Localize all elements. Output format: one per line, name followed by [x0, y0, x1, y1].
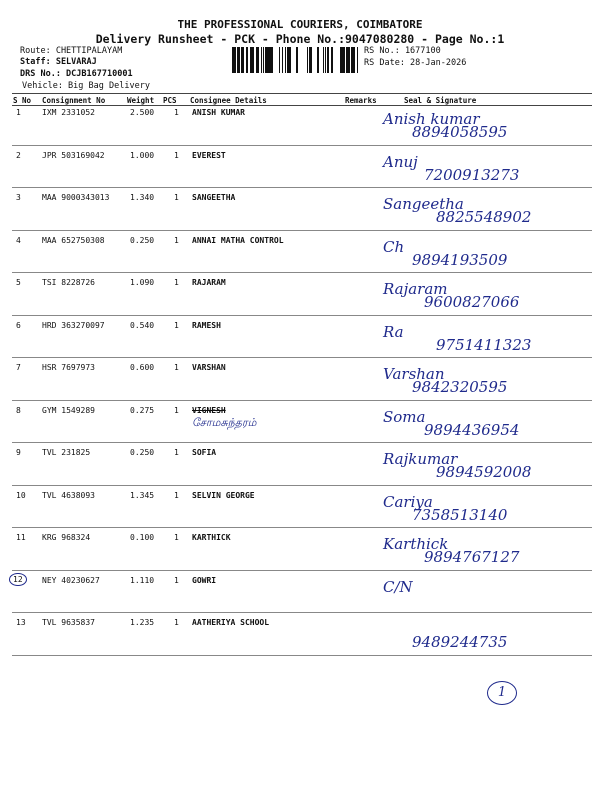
row-consignee-name: ANISH KUMAR	[192, 108, 245, 117]
row-pcs: 1	[174, 490, 179, 500]
row-pcs: 1	[174, 108, 179, 117]
col-weight: Weight	[127, 96, 155, 105]
row-sno: 3	[16, 193, 21, 202]
row-weight: 0.600	[130, 363, 155, 372]
rs-number: RS No.: 1677100	[364, 46, 441, 56]
row-consignee-name: SOFIA	[192, 448, 217, 457]
row-phone-handwritten: 9894592008	[436, 463, 532, 481]
row-consignment-no: JPR 503169042	[42, 150, 105, 160]
row-pcs: 1	[174, 405, 179, 415]
row-signature: Ra	[383, 322, 404, 341]
row-divider	[12, 442, 592, 443]
col-seal: Seal & Signature	[404, 96, 477, 105]
row-weight: 0.250	[130, 235, 155, 245]
row-consignee-name: SANGEETHA	[192, 193, 236, 202]
row-consignment-no: TVL 9635837	[42, 618, 95, 627]
row-consignee-name: AATHERIYA SCHOOL	[192, 618, 270, 627]
row-phone-handwritten: 8825548902	[436, 208, 532, 226]
row-weight: 2.500	[130, 108, 155, 117]
row-divider	[12, 655, 592, 656]
row-consignee-name: VIGNESH	[192, 405, 226, 415]
row-sno: 5	[16, 278, 21, 287]
col-remarks: Remarks	[345, 96, 377, 105]
row-weight: 1.235	[130, 618, 155, 627]
row-weight: 1.345	[130, 490, 155, 500]
company-title: THE PROFESSIONAL COURIERS, COIMBATORE	[177, 18, 423, 31]
row-pcs: 1	[174, 278, 179, 287]
row-consignee-handwritten: சோமசுந்தரம்	[192, 415, 257, 429]
row-pcs: 1	[174, 533, 179, 542]
row-consignment-no: GYM 1549289	[42, 405, 95, 415]
row-consignee-name: VARSHAN	[192, 363, 226, 372]
row-consignee-name: RAJARAM	[192, 278, 226, 287]
row-weight: 0.275	[130, 405, 155, 415]
row-pcs: 1	[174, 320, 179, 330]
row-consignment-no: IXM 2331052	[42, 108, 95, 117]
row-divider	[12, 315, 592, 316]
row-weight: 0.250	[130, 448, 155, 457]
row-divider	[12, 527, 592, 528]
row-consignment-no: HSR 7697973	[42, 363, 95, 372]
row-consignment-no: TSI 8228726	[42, 278, 95, 287]
row-sno: 2	[16, 150, 21, 160]
row-divider	[12, 400, 592, 401]
row-consignment-no: MAA 9000343013	[42, 193, 110, 202]
header-top-rule	[12, 93, 592, 94]
row-phone-handwritten: 9894436954	[424, 420, 520, 439]
row-pcs: 1	[174, 448, 179, 457]
col-pcs: PCS	[163, 96, 177, 105]
row-sno: 6	[16, 320, 21, 330]
row-signature: Varshan	[383, 365, 445, 383]
row-consignee-name: GOWRI	[192, 575, 217, 585]
row-consignment-no: TVL 4638093	[42, 490, 95, 500]
row-phone-handwritten: 9751411323	[436, 335, 532, 354]
row-pcs: 1	[174, 193, 179, 202]
row-pcs: 1	[174, 363, 179, 372]
row-sno: 8	[16, 405, 21, 415]
barcode-image	[232, 47, 358, 73]
row-pcs: 1	[174, 618, 179, 627]
row-divider	[12, 612, 592, 613]
circled-page-number: 1	[487, 681, 517, 705]
row-phone-handwritten: 7358513140	[412, 505, 508, 524]
staff-label: Staff: SELVARAJ	[20, 57, 97, 67]
row-signature: Anuj	[383, 152, 418, 171]
row-divider	[12, 272, 592, 273]
row-weight: 1.340	[130, 193, 155, 202]
row-phone-handwritten: 9842320595	[412, 378, 508, 396]
row-consignee-name: KARTHICK	[192, 533, 231, 542]
row-signature: Karthick	[383, 535, 449, 553]
row-consignee-name: RAMESH	[192, 320, 221, 330]
row-pcs: 1	[174, 575, 179, 585]
row-consignee-name: EVEREST	[192, 150, 226, 160]
row-signature: Sangeetha	[383, 195, 464, 213]
row-divider	[12, 570, 592, 571]
drs-label: DRS No.: DCJB167710001	[20, 69, 133, 79]
row-divider	[12, 145, 592, 146]
row-divider	[12, 485, 592, 486]
row-consignment-no: MAA 652750308	[42, 235, 105, 245]
row-phone-handwritten: 9600827066	[424, 293, 520, 311]
header-bottom-rule	[12, 105, 592, 106]
row-divider	[12, 357, 592, 358]
row-signature: Rajaram	[383, 280, 448, 298]
row-weight: 1.000	[130, 150, 155, 160]
route-label: Route: CHETTIPALAYAM	[20, 46, 123, 56]
row-pcs: 1	[174, 235, 179, 245]
row-sno: 7	[16, 363, 21, 372]
row-sno: 10	[16, 490, 26, 500]
row-sno: 11	[16, 533, 26, 542]
row-phone-handwritten: 8894058595	[412, 123, 508, 141]
row-consignment-no: HRD 363270097	[42, 320, 105, 330]
row-sno: 1	[16, 108, 21, 117]
row-divider	[12, 187, 592, 188]
row-sno: 9	[16, 448, 21, 457]
row-consignment-no: NEY 40230627	[42, 575, 100, 585]
row-signature: C/N	[383, 577, 413, 596]
row-weight: 1.090	[130, 278, 155, 287]
runsheet-subtitle: Delivery Runsheet - PCK - Phone No.:9047080280 - Page No.:1	[95, 32, 505, 46]
row-consignment-no: TVL 231825	[42, 448, 91, 457]
row-phone-handwritten: 9894767127	[424, 548, 520, 566]
row-consignment-no: KRG 968324	[42, 533, 91, 542]
row-phone-handwritten: 7200913273	[424, 165, 520, 184]
row-weight: 0.100	[130, 533, 155, 542]
col-consignment: Consignment No	[42, 96, 106, 105]
row-sno: 4	[16, 235, 21, 245]
row-consignee-name: ANNAI MATHA CONTROL	[192, 235, 284, 245]
row-weight: 0.540	[130, 320, 155, 330]
row-sno: 12	[9, 573, 27, 586]
row-phone-handwritten: 9489244735	[412, 633, 508, 651]
rs-date: RS Date: 28-Jan-2026	[364, 58, 467, 68]
row-consignee-name: SELVIN GEORGE	[192, 490, 255, 500]
row-weight: 1.110	[130, 575, 155, 585]
row-signature: Rajkumar	[383, 450, 458, 468]
row-signature: Anish kumar	[383, 110, 480, 128]
row-pcs: 1	[174, 150, 179, 160]
row-divider	[12, 230, 592, 231]
row-phone-handwritten: 9894193509	[412, 250, 508, 269]
row-signature: Ch	[383, 237, 405, 256]
vehicle-label: Vehicle: Big Bag Delivery	[22, 81, 150, 91]
row-signature: Cariya	[383, 492, 433, 511]
row-signature: Soma	[383, 407, 426, 426]
col-sno: S No	[13, 96, 32, 105]
col-consignee: Consignee Details	[190, 96, 267, 105]
row-sno: 13	[16, 618, 26, 627]
